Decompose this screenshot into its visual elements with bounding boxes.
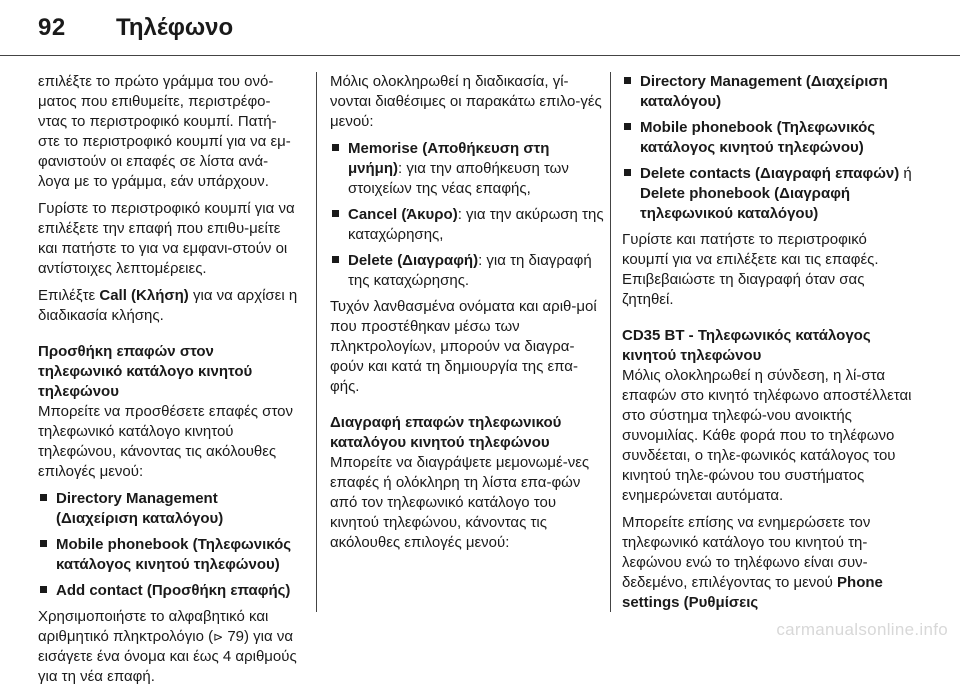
- page-number: 92: [38, 14, 66, 41]
- text: Μπορείτε επίσης να ενημερώσετε τον τηλεφωνικό κατάλογο του κινητού τη-λεφώνου ενώ το τηλέφωνο είναι συν-δεδεμένο, επιλέγοντας το μενού: [622, 514, 871, 591]
- list-item: [330, 139, 605, 199]
- text: Χρησιμοποιήστε το αλφαβητικό και αριθμητικό πληκτρολόγιο (: [38, 608, 269, 645]
- menu-option: Directory Management (Διαχείριση καταλόγου): [56, 490, 224, 527]
- paragraph: Μπορείτε να προσθέσετε επαφές στον τηλεφωνικό κατάλογο κινητού τηλεφώνου, κάνοντας τις ακόλουθες επιλογές μενού:: [38, 403, 293, 480]
- list-item: [38, 489, 298, 529]
- paragraph: Γυρίστε και πατήστε το περιστροφικό κουμπί για να επιλέξετε και τις επαφές. Επιβεβαιώστε τη διαγραφή όταν σας ζητηθεί.: [622, 231, 879, 308]
- text: : για την αποθήκευση των στοιχείων της νέας επαφής,: [348, 160, 569, 197]
- list-item: [38, 535, 298, 575]
- text: 79) για να εισάγετε ένα όνομα και έως 4 αριθμούς για τη νέα επαφή.: [38, 628, 297, 685]
- page-header: [0, 0, 960, 58]
- header-rule: [0, 55, 960, 56]
- paragraph: [622, 513, 912, 613]
- column-middle: [330, 72, 605, 560]
- menu-option: Directory Management (Διαχείριση καταλόγου): [640, 73, 888, 110]
- watermark: carmanualsonline.info: [776, 620, 948, 639]
- column-left: [38, 72, 298, 694]
- paragraph: [38, 607, 298, 687]
- section-heading: Διαγραφή επαφών τηλεφωνικού καταλόγου κινητού τηλεφώνου: [330, 414, 562, 451]
- paragraph: [38, 286, 298, 326]
- column-right: [622, 72, 912, 620]
- section-heading: CD35 BT - Τηλεφωνικός κατάλογος κινητού τηλεφώνου: [622, 327, 871, 364]
- paragraph: Τυχόν λανθασμένα ονόματα και αριθ-μοί που προστέθηκαν μέσω των πληκτρολογίων, μπορούν να διαγρα-φούν και κατά τη δημιουργία της επα-φής.: [330, 298, 597, 395]
- menu-option: Memorise (Αποθήκευση στη μνήμη): [348, 140, 550, 177]
- column-divider: [610, 72, 611, 612]
- menu-option: Mobile phonebook (Τηλεφωνικός κατάλογος κινητού τηλεφώνου): [56, 536, 292, 573]
- paragraph: Γυρίστε το περιστροφικό κουμπί για να επιλέξετε την επαφή που επιθυ-μείτε και πατήστε το για να εμφανι-στούν οι αντίστοιχες λεπτομέρειες.: [38, 200, 295, 277]
- list-item: [622, 72, 912, 112]
- paragraph: επιλέξτε το πρώτο γράμμα του ονό-ματος που επιθυμείτε, περιστρέφο-ντας το περιστροφικό κουμπί. Πατή-στε το περιστροφικό κουμπί για να εμ-φανιστούν οι επαφές σε λίστα ανά-λογα με το γράμμα, εάν υπάρχουν.: [38, 73, 291, 190]
- list-item: [330, 205, 605, 245]
- menu-option: Add contact (Προσθήκη επαφής): [56, 582, 291, 599]
- list-item: [330, 251, 605, 291]
- text: ή: [899, 165, 912, 182]
- menu-list: [330, 139, 605, 291]
- paragraph: Μπορείτε να διαγράψετε μεμονωμέ-νες επαφές ή ολόκληρη τη λίστα επα-φών από τον τηλεφωνικό κατάλογο του κινητού τηλεφώνου, κάνοντας τις ακόλουθες επιλογές μενού:: [330, 454, 590, 551]
- list-item: [622, 164, 912, 224]
- menu-list: [622, 72, 912, 224]
- menu-option: Cancel (Άκυρο): [348, 206, 458, 223]
- menu-option: Delete phonebook (Διαγραφή τηλεφωνικού καταλόγου): [640, 185, 851, 222]
- menu-list: [38, 489, 298, 601]
- menu-option-call: Call (Κλήση): [99, 287, 189, 304]
- column-divider: [316, 72, 317, 612]
- menu-option: Phone settings (Ρυθμίσεις: [622, 574, 883, 611]
- section-heading: Προσθήκη επαφών στον τηλεφωνικό κατάλογο κινητού τηλεφώνου: [38, 343, 253, 400]
- page-reference-arrow-icon: ⊳: [213, 630, 224, 644]
- list-item: [622, 118, 912, 158]
- paragraph: Μόλις ολοκληρωθεί η σύνδεση, η λί-στα επαφών στο κινητό τηλέφωνο αποστέλλεται στο σύστημα τηλεφώ-νου ανοικτής συνομιλίας. Κάθε φορά που το τηλέφωνο συνδέεται, ο τηλε-φωνικός κατάλογος του κινητού τηλε-φώνου του συστήματος ενημερώνεται αυτόματα.: [622, 367, 912, 504]
- paragraph: Μόλις ολοκληρωθεί η διαδικασία, γί-νονται διαθέσιμες οι παρακάτω επιλο-γές μενού:: [330, 73, 602, 130]
- list-item: [38, 581, 298, 601]
- text: : για τη διαγραφή της καταχώρησης.: [348, 252, 592, 289]
- text: Επιλέξτε: [38, 287, 100, 304]
- menu-option: Mobile phonebook (Τηλεφωνικός κατάλογος κινητού τηλεφώνου): [640, 119, 876, 156]
- menu-option: Delete contacts (Διαγραφή επαφών): [640, 165, 900, 182]
- page-title: Τηλέφωνο: [116, 14, 234, 41]
- text: : για την ακύρωση της καταχώρησης,: [348, 206, 604, 243]
- menu-option: Delete (Διαγραφή): [348, 252, 479, 269]
- text: για να αρχίσει η διαδικασία κλήσης.: [38, 287, 298, 324]
